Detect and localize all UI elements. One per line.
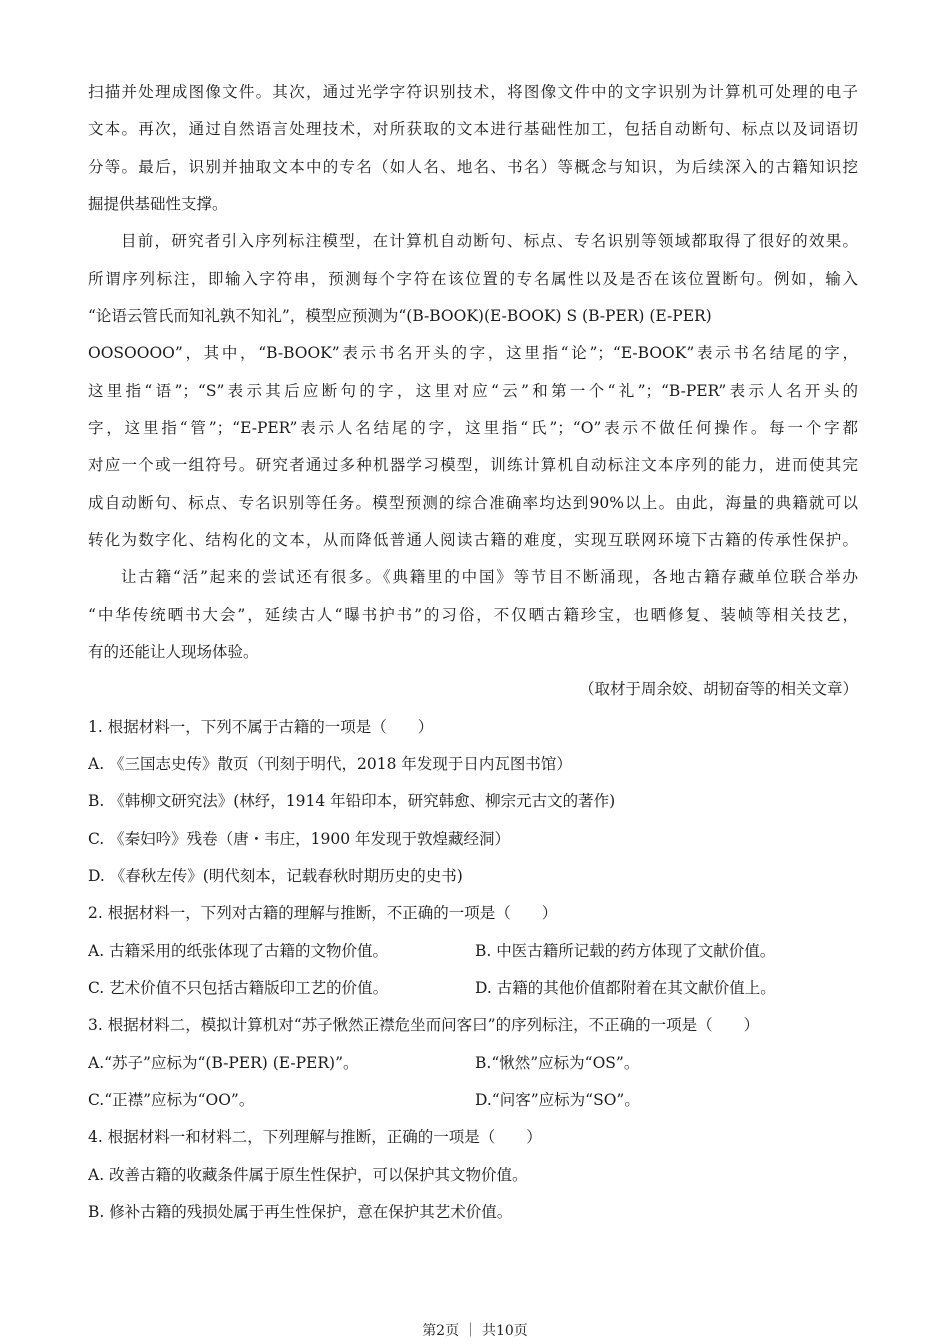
question-1-option-b: B. 《韩柳文研究法》(林纾，1914 年铅印本，研究韩愈、柳宗元古文的著作) (88, 792, 616, 810)
paragraph-2-line-6: 字，这里指“管”；“E-PER”表示人名结尾的字，这里指“氏”；“O”表示不做任何操作。每一个字都 (88, 419, 858, 437)
question-3-option-d: D.“问客”应标为“SO”。 (475, 1091, 640, 1109)
question-1-option-c: C. 《秦妇吟》残卷（唐・韦庄，1900 年发现于敦煌藏经洞） (88, 830, 511, 848)
paragraph-2-line-2: 所谓序列标注，即输入字符串，预测每个字符在该位置的专名属性以及是否在该位置断句。例如，输入 (88, 270, 858, 288)
question-4-option-a: A. 改善古籍的收藏条件属于原生性保护，可以保护其文物价值。 (88, 1166, 528, 1184)
paragraph-1-line-4: 掘提供基础性支撑。 (88, 195, 228, 213)
question-2-option-d: D. 古籍的其他价值都附着在其文献价值上。 (475, 979, 776, 997)
paragraph-3-line-1: 让古籍“活”起来的尝试还有很多。《典籍里的中国》等节目不断涌现，各地古籍存藏单位联合举办 (121, 568, 858, 586)
question-1-stem: 1. 根据材料一，下列不属于古籍的一项是（ ） (88, 718, 434, 736)
question-4-option-b: B. 修补古籍的残损处属于再生性保护，意在保护其艺术价值。 (88, 1203, 513, 1221)
question-2-option-a: A. 古籍采用的纸张体现了古籍的文物价值。 (88, 942, 389, 960)
question-3-stem: 3. 根据材料二，模拟计算机对“苏子愀然正襟危坐而问客曰”的序列标注，不正确的一项是（ ） (88, 1016, 760, 1034)
question-4-stem: 4. 根据材料一和材料二，下列理解与推断，正确的一项是（ ） (88, 1128, 542, 1146)
paragraph-2-line-4: OOSOOOO”，其中，“B-BOOK”表示书名开头的字，这里指“论”；“E-BOOK”表示书名结尾的字， (88, 344, 858, 362)
source-note: （取材于周余姣、胡韧奋等的相关文章） (578, 680, 858, 698)
paragraph-1-line-1: 扫描并处理成图像文件。其次，通过光学字符识别技术，将图像文件中的文字识别为计算机可处理的电子 (88, 83, 858, 101)
paragraph-1-line-2: 文本。再次，通过自然语言处理技术，对所获取的文本进行基础性加工，包括自动断句、标点以及词语切 (88, 120, 858, 138)
question-3-option-c: C.“正襟”应标为“OO”。 (88, 1091, 255, 1109)
paragraph-2-line-5: 这里指“语”；“S”表示其后应断句的字，这里对应“云”和第一个“礼”；“B-PER”表示人名开头的 (88, 382, 858, 400)
question-2-option-b: B. 中医古籍所记载的药方体现了文献价值。 (475, 942, 776, 960)
paragraph-2-line-1: 目前，研究者引入序列标注模型，在计算机自动断句、标点、专名识别等领域都取得了很好的效果。 (121, 232, 858, 250)
question-1-option-a: A. 《三国志史传》散页（刊刻于明代，2018 年发现于日内瓦图书馆） (88, 755, 572, 773)
paragraph-2-line-8: 成自动断句、标点、专名识别等任务。模型预测的综合准确率均达到90%以上。由此，海量的典籍就可以 (88, 494, 858, 512)
question-2-option-c: C. 艺术价值不只包括古籍版印工艺的价值。 (88, 979, 389, 997)
paragraph-2-line-3: “论语云管氏而知礼孰不知礼”，模型应预测为“(B-BOOK)(E-BOOK) S (B-PER) (E-PER) (88, 307, 712, 325)
paragraph-2-line-7: 对应一个或一组符号。研究者通过多种机器学习模型，训练计算机自动标注文本序列的能力，进而使其完 (88, 456, 858, 474)
question-1-option-d: D. 《春秋左传》(明代刻本，记载春秋时期历史的史书) (88, 867, 463, 885)
question-3-option-a: A.“苏子”应标为“(B-PER) (E-PER)”。 (88, 1054, 359, 1072)
paragraph-1-line-3: 分等。最后，识别并抽取文本中的专名（如人名、地名、书名）等概念与知识，为后续深入的古籍知识挖 (88, 158, 858, 176)
paragraph-3-line-2: “中华传统晒书大会”，延续古人“曝书护书”的习俗，不仅晒古籍珍宝，也晒修复、装帧等相关技艺， (88, 606, 858, 624)
question-3-option-b: B.“愀然”应标为“OS”。 (475, 1054, 640, 1072)
paragraph-3-line-3: 有的还能让人现场体验。 (88, 643, 259, 661)
paragraph-2-line-9: 转化为数字化、结构化的文本，从而降低普通人阅读古籍的难度，实现互联网环境下古籍的传承性保护。 (88, 531, 858, 549)
question-2-stem: 2. 根据材料一，下列对古籍的理解与推断，不正确的一项是（ ） (88, 904, 558, 922)
page-footer: 第2页 ｜ 共10页 (422, 1323, 528, 1339)
